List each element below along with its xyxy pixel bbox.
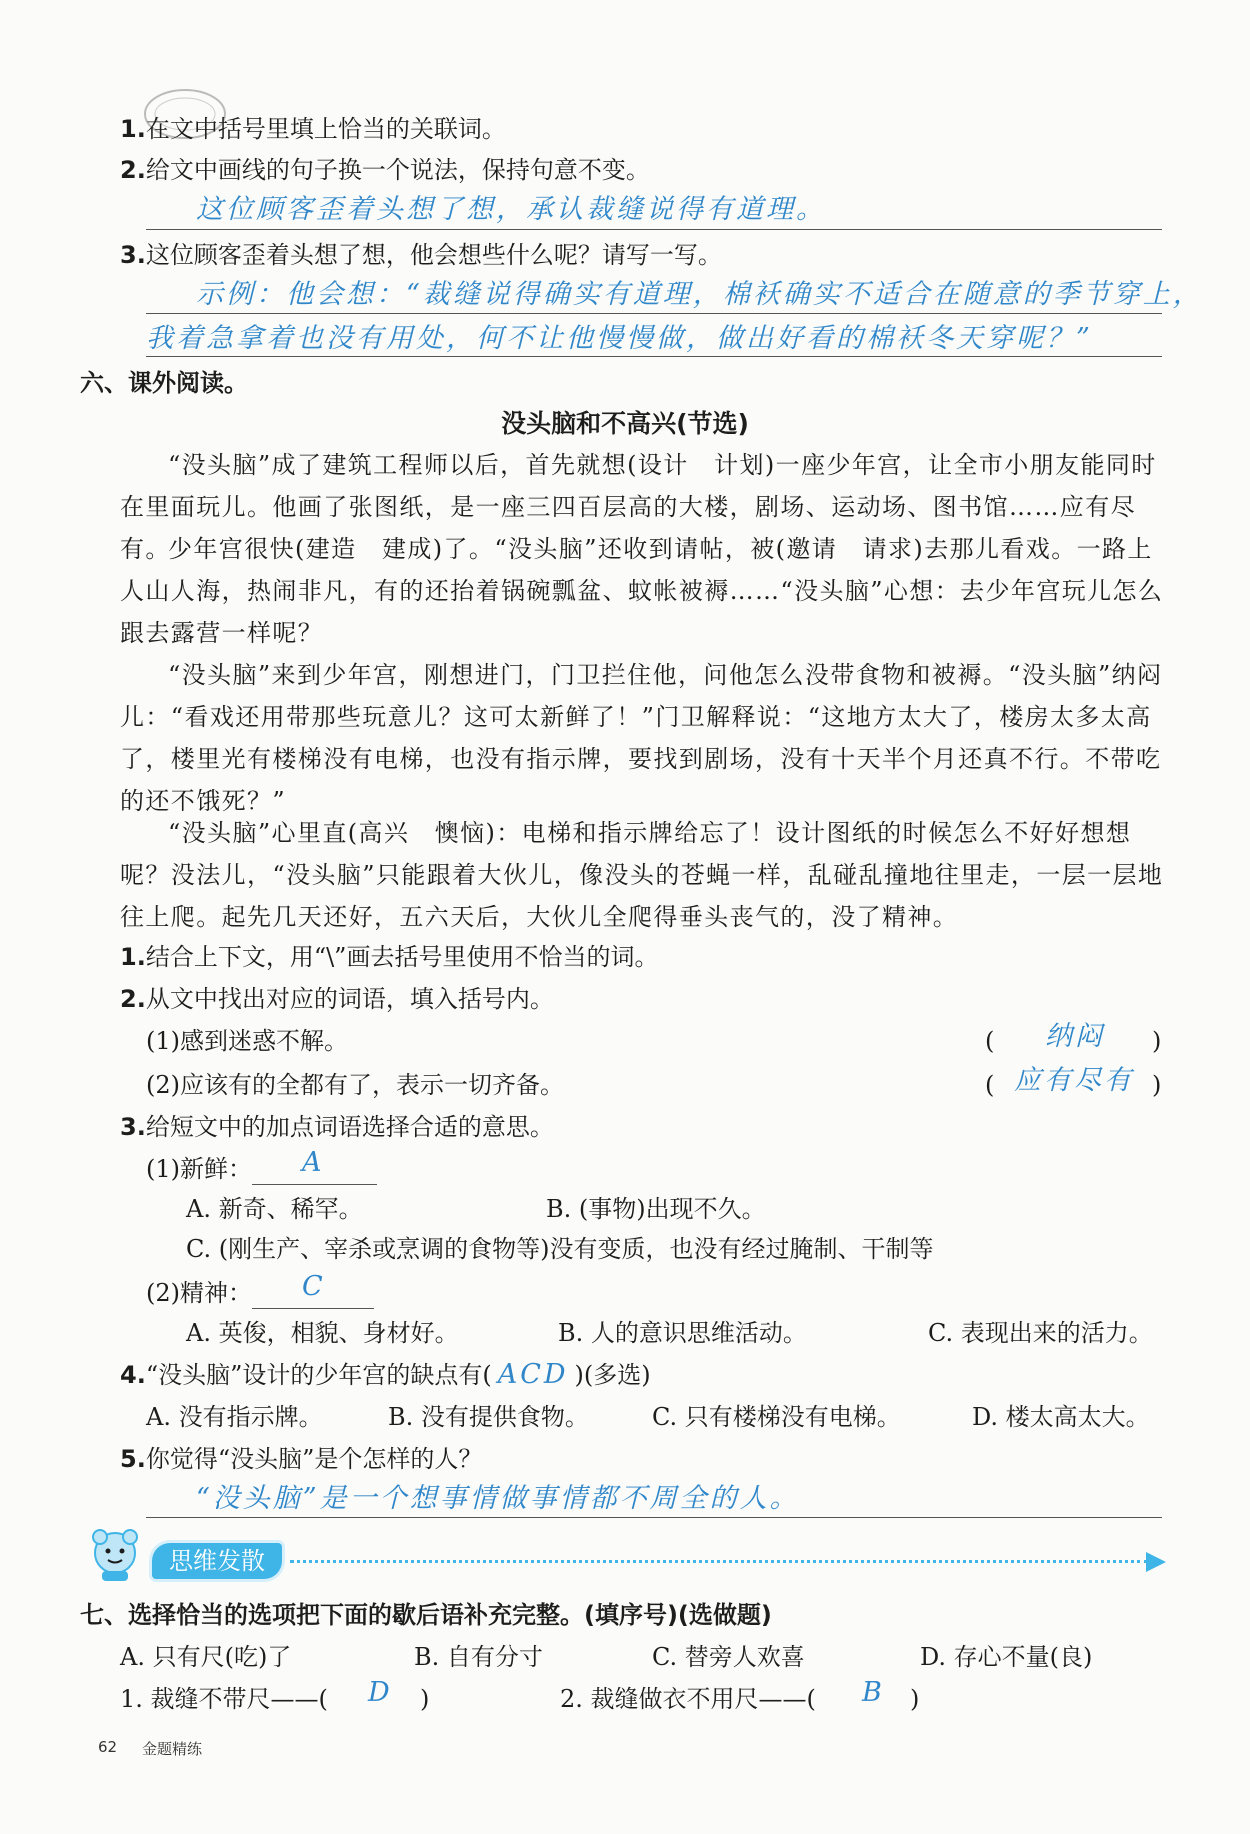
passage-title: 没头脑和不高兴(节选)	[501, 409, 749, 438]
section-banner: 思维发散	[152, 1543, 282, 1579]
answer-paren-right: )	[420, 1685, 430, 1713]
answer-paren-right: )	[1152, 1071, 1162, 1099]
option-a: A. 只有尺(吃)了	[120, 1643, 292, 1671]
option-b: B. 人的意识思维活动。	[558, 1319, 807, 1347]
section-7-heading: 七、选择恰当的选项把下面的歇后语补充完整。(填序号)(选做题)	[80, 1601, 772, 1629]
option-c: C. 只有楼梯没有电梯。	[652, 1403, 901, 1431]
answer-paren-left: (	[985, 1071, 995, 1099]
answer-line	[252, 1184, 377, 1185]
reading-question-3-item-1: (1)新鲜：	[146, 1155, 252, 1183]
option-a: A. 英俊，相貌、身材好。	[186, 1319, 459, 1347]
reading-question-3-item-2: (2)精神：	[146, 1279, 252, 1307]
option-b: B. (事物)出现不久。	[546, 1195, 766, 1223]
reading-question-2: 2.从文中找出对应的词语，填入括号内。	[120, 985, 554, 1013]
reading-question-5: 5.你觉得“没头脑”是个怎样的人？	[120, 1445, 483, 1473]
answer-paren-left: (	[985, 1027, 995, 1055]
passage-paragraph-3: “没头脑”来到少年宫，刚想进门，门卫拦住他，问他怎么没带食物和被褥。“没头脑”纳闷儿：“看戏还用带那些玩意儿？这可太新鲜了！”门卫解释说：“这地方太大了，楼房太多太高了，楼里光有楼梯没有电梯，也没有指示牌，要找到剧场，没有十天半个月还真不行。不带吃的还不饿死？”	[120, 661, 1163, 815]
answer-line	[252, 1308, 374, 1309]
question-3-answer-line-2: 我着急拿着也没有用处，何不让他慢慢做，做出好看的棉袄冬天穿呢？”	[146, 323, 1093, 354]
option-c: C. 表现出来的活力。	[928, 1319, 1153, 1347]
answer-paren-right: )	[1152, 1027, 1162, 1055]
option-c: C. 替旁人欢喜	[652, 1643, 805, 1671]
answer-line	[146, 1517, 1162, 1518]
question-2-answer: 这位顾客歪着头想了想，承认裁缝说得有道理。	[196, 194, 826, 225]
option-d: D. 存心不量(良)	[920, 1643, 1093, 1671]
reading-question-3-answer-2: C	[302, 1271, 326, 1302]
banner-dotted-line	[290, 1560, 1148, 1563]
option-b: B. 没有提供食物。	[388, 1403, 589, 1431]
question-3: 3.这位顾客歪着头想了想，他会想些什么呢？请写一写。	[120, 241, 722, 269]
reading-question-2-item-1: (1)感到迷惑不解。	[146, 1027, 348, 1055]
passage-paragraph-1: “没头脑”成了建筑工程师以后，首先就想(设计 计划)一座少年宫，让全市小朋友能同时在里面玩儿。他画了张图纸，是一座三四百层高的大楼，剧场、运动场、图书馆……应有尽有。	[120, 451, 1157, 563]
banner-arrow-icon	[1146, 1552, 1166, 1572]
answer-line	[146, 356, 1162, 357]
reading-question-3-answer-1: A	[302, 1147, 325, 1178]
option-a: A. 新奇、稀罕。	[186, 1195, 363, 1223]
book-title: 金题精练	[142, 1740, 203, 1758]
reading-question-5-answer: “没头脑”是一个想事情做事情都不周全的人。	[196, 1483, 800, 1514]
question-2: 2.给文中画线的句子换一个说法，保持句意不变。	[120, 156, 650, 184]
question-3-answer-line-1: 示例：他会想：“裁缝说得确实有道理，棉袄确实不适合在随意的季节穿上，	[196, 279, 1203, 310]
option-c: C. (刚生产、宰杀或烹调的食物等)没有变质，也没有经过腌制、干制等	[186, 1235, 934, 1263]
reading-question-4-answer: ACD	[497, 1359, 569, 1390]
reading-question-2-answer-2: 应有尽有	[1014, 1065, 1134, 1096]
idiom-question-2-answer: B	[862, 1677, 885, 1708]
question-1: 1.在文中括号里填上恰当的关联词。	[120, 115, 506, 143]
answer-line	[146, 229, 1162, 230]
mascot-icon	[80, 1525, 150, 1585]
reading-question-2-answer-1: 纳闷	[1045, 1021, 1105, 1052]
option-b: B. 自有分寸	[414, 1643, 543, 1671]
option-a: A. 没有指示牌。	[146, 1403, 323, 1431]
reading-question-1: 1.结合上下文，用“\”画去括号里使用不恰当的词。	[120, 943, 659, 971]
page-number: 62	[98, 1738, 118, 1756]
answer-paren-right: )	[910, 1685, 920, 1713]
passage-paragraph-2: 少年宫很快(建造 建成)了。“没头脑”还收到请帖，被(邀请 请求)去那儿看戏。一路上人山人海，热闹非凡，有的还抬着锅碗瓢盆、蚊帐被褥……“没头脑”心想：去少年宫玩儿怎么跟去露营一样呢？	[120, 535, 1164, 647]
idiom-question-1-answer: D	[368, 1677, 393, 1708]
section-6-heading: 六、课外阅读。	[80, 369, 248, 397]
reading-question-3: 3.给短文中的加点词语选择合适的意思。	[120, 1113, 554, 1141]
idiom-question-1: 1. 裁缝不带尺——(	[120, 1685, 328, 1713]
answer-line	[146, 313, 1162, 314]
passage-paragraph-4: “没头脑”心里直(高兴 懊恼)：电梯和指示牌给忘了！设计图纸的时候怎么不好好想想呢？没法儿，“没头脑”只能跟着大伙儿，像没头的苍蝇一样，乱碰乱撞地往里走，一层一层地往上爬。起先几天还好，五六天后，大伙儿全爬得垂头丧气的，没了精神。	[120, 819, 1164, 931]
reading-question-2-item-2: (2)应该有的全都有了，表示一切齐备。	[146, 1071, 564, 1099]
idiom-question-2: 2. 裁缝做衣不用尺——(	[560, 1685, 816, 1713]
option-d: D. 楼太高太大。	[972, 1403, 1150, 1431]
reading-question-4: 4.“没头脑”设计的少年宫的缺点有( ACD )(多选)	[120, 1359, 651, 1390]
